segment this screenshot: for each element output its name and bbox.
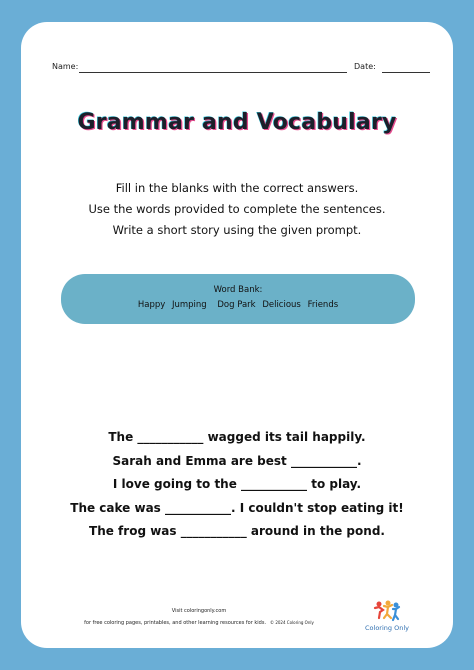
sentence: I love going to the ___________ to play. [112,477,362,491]
word-bank-title: Word Bank: [213,285,263,295]
name-label: Name: [52,62,79,71]
date-label: Date: [354,62,376,71]
fill-in-sentences [21,426,453,544]
word-bank-word: Delicious [262,300,301,310]
footer-visit-link[interactable]: Visit coloringonly.com [171,608,227,614]
page-title: Grammar and Vocabulary [77,110,397,135]
sentence: The ___________ wagged its tail happily. [108,430,366,444]
word-bank-word: Happy [137,300,166,310]
word-bank-words [61,300,415,310]
footer-description [79,617,319,629]
sentence: The cake was ___________. I couldn't stop eating it! [70,500,404,515]
instruction-line: Write a short story using the given prompt. [112,223,362,237]
instruction-line: Fill in the blanks with the correct answers. [115,181,359,195]
name-line [79,72,347,73]
date-line [382,72,430,73]
instructions [21,178,453,241]
worksheet-page [21,22,453,648]
sentence: Sarah and Emma are best ___________. [112,453,362,468]
instruction-line: Use the words provided to complete the sentences. [88,202,386,216]
footer [79,606,319,629]
word-bank [61,274,415,324]
sentence: The frog was ___________ around in the pond. [89,524,385,538]
word-bank-word: Friends [307,300,339,310]
logo-text: Coloring Only [365,624,409,632]
footer-resources-text: for free coloring pages, printables, and other learning resources for kids. [84,620,267,626]
word-bank-word: Jumping [171,300,207,310]
footer-copyright: © 2024 Coloring Only [270,620,314,625]
coloring-only-logo [357,598,417,638]
logo-figures-icon [357,598,417,626]
name-date-row [52,62,430,76]
word-bank-word: Dog Park [217,300,256,310]
